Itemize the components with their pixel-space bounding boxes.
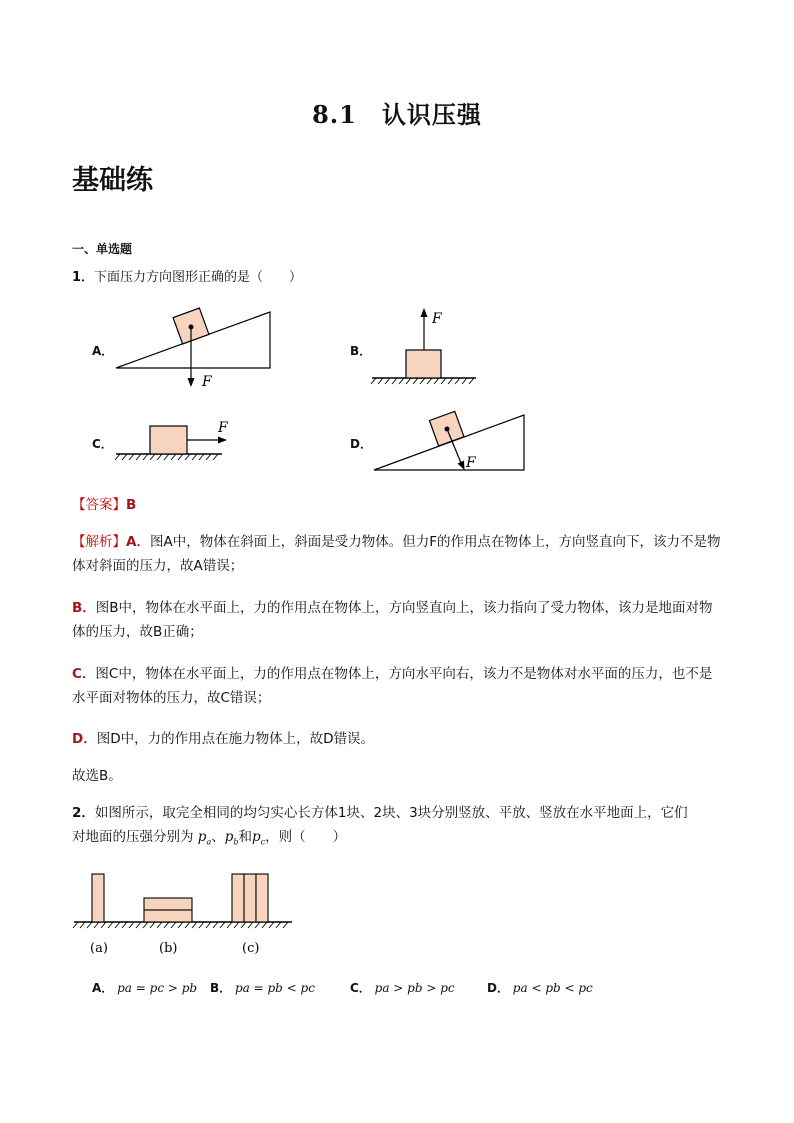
question-type: 一、单选题 xyxy=(72,242,133,256)
analysis-label: 【解析】 xyxy=(72,534,126,550)
q1-option-b-label: B． xyxy=(350,344,372,358)
q2-number: 2． xyxy=(72,805,95,821)
q2-option-c xyxy=(350,979,455,996)
q2-stem-line2-post: ，则（ ） xyxy=(265,829,347,845)
q2-figure-label-c: (c) xyxy=(242,941,260,956)
q2-option-a-expr: pa = pc > pb xyxy=(117,981,198,995)
q2-sub-b: b xyxy=(233,837,239,847)
q1-figure-b xyxy=(368,305,483,385)
analysis-b-text: 图B中，物体在水平面上，力的作用点在物体上，方向竖直向上，该力指向了受力物体，该力是地面对物体的压力，故B正确； xyxy=(72,600,713,640)
q1-figure-c-force-label: F xyxy=(218,420,228,436)
q2-option-b-expr: pa = pb < pc xyxy=(234,981,315,995)
q2-stem-line1: 如图所示，取完全相同的均匀实心长方体1块、2块、3块分别竖放、平放、竖放在水平地面上，它们 xyxy=(94,805,688,821)
analysis-d-text: 图D中，力的作用点在施力物体上，故D错误。 xyxy=(96,731,375,747)
q2-sub-a: a xyxy=(206,837,212,847)
q2-stem-line2-pre: 对地面的压强分别为 xyxy=(72,829,194,845)
page-title: 8.1 认识压强 xyxy=(312,100,482,129)
analysis-a xyxy=(72,530,724,578)
analysis-c-text: 图C中，物体在水平面上，力的作用点在物体上，方向水平向右，该力不是物体对水平面的压力，也不是水平面对物体的压力，故C错误； xyxy=(72,666,713,706)
answer-value: B xyxy=(126,497,137,513)
q2-option-c-expr: pa > pb > pc xyxy=(374,981,455,995)
q2-sym-pa: p xyxy=(197,829,207,845)
q2-option-b xyxy=(210,979,315,996)
analysis-c-lead: C． xyxy=(72,666,96,682)
q1-option-a-label: A． xyxy=(92,344,114,358)
q2-option-d xyxy=(487,979,593,996)
q1-number: 1． xyxy=(72,270,95,285)
q1-figure-d xyxy=(368,405,533,477)
q1-option-c-label: C． xyxy=(92,437,113,451)
q2-sep1: 、 xyxy=(211,829,225,845)
q2-option-c-label: C． xyxy=(350,981,371,995)
q2-figure-label-a: (a) xyxy=(90,941,108,956)
analysis-d-lead: D． xyxy=(72,731,97,747)
analysis-a-lead: A． xyxy=(126,534,150,550)
q1-conclusion: 故选B。 xyxy=(72,768,122,784)
q2-option-a xyxy=(92,979,197,996)
q1-option-d-label: D． xyxy=(350,437,372,451)
q2-option-d-expr: pa < pb < pc xyxy=(512,981,593,995)
q2-sep2: 和 xyxy=(238,829,253,845)
q2-figure xyxy=(72,870,297,962)
q1-figure-a-force-label: F xyxy=(202,374,212,390)
q2-sym-pb: p xyxy=(224,829,234,845)
q1-figure-c xyxy=(112,415,237,467)
analysis-c xyxy=(72,662,724,710)
q1-figure-b-force-label: F xyxy=(432,311,442,327)
q2-figure-label-b: (b) xyxy=(159,941,178,956)
q2-option-d-label: D． xyxy=(487,981,509,995)
analysis-b-lead: B． xyxy=(72,600,96,616)
answer-label: 【答案】 xyxy=(72,497,126,513)
q1-stem xyxy=(72,266,732,290)
analysis-b xyxy=(72,596,724,644)
q1-figure-d-force-label: F xyxy=(466,455,476,471)
q1-answer xyxy=(72,493,136,513)
analysis-a-text: 图A中，物体在斜面上，斜面是受力物体。但力F的作用点在物体上，方向竖直向下，该力不是物体对斜面的压力，故A错误； xyxy=(72,534,721,574)
q2-sym-pc: p xyxy=(252,829,261,845)
q2-stem xyxy=(72,801,732,855)
q2-option-a-label: A． xyxy=(92,981,114,995)
section-heading: 基础练 xyxy=(72,165,153,196)
analysis-d xyxy=(72,727,724,751)
q1-figure-a xyxy=(110,300,280,395)
q2-sub-c: c xyxy=(260,837,266,847)
q2-option-b-label: B． xyxy=(210,981,232,995)
q1-stem-text: 下面压力方向图形正确的是（ ） xyxy=(94,270,303,285)
